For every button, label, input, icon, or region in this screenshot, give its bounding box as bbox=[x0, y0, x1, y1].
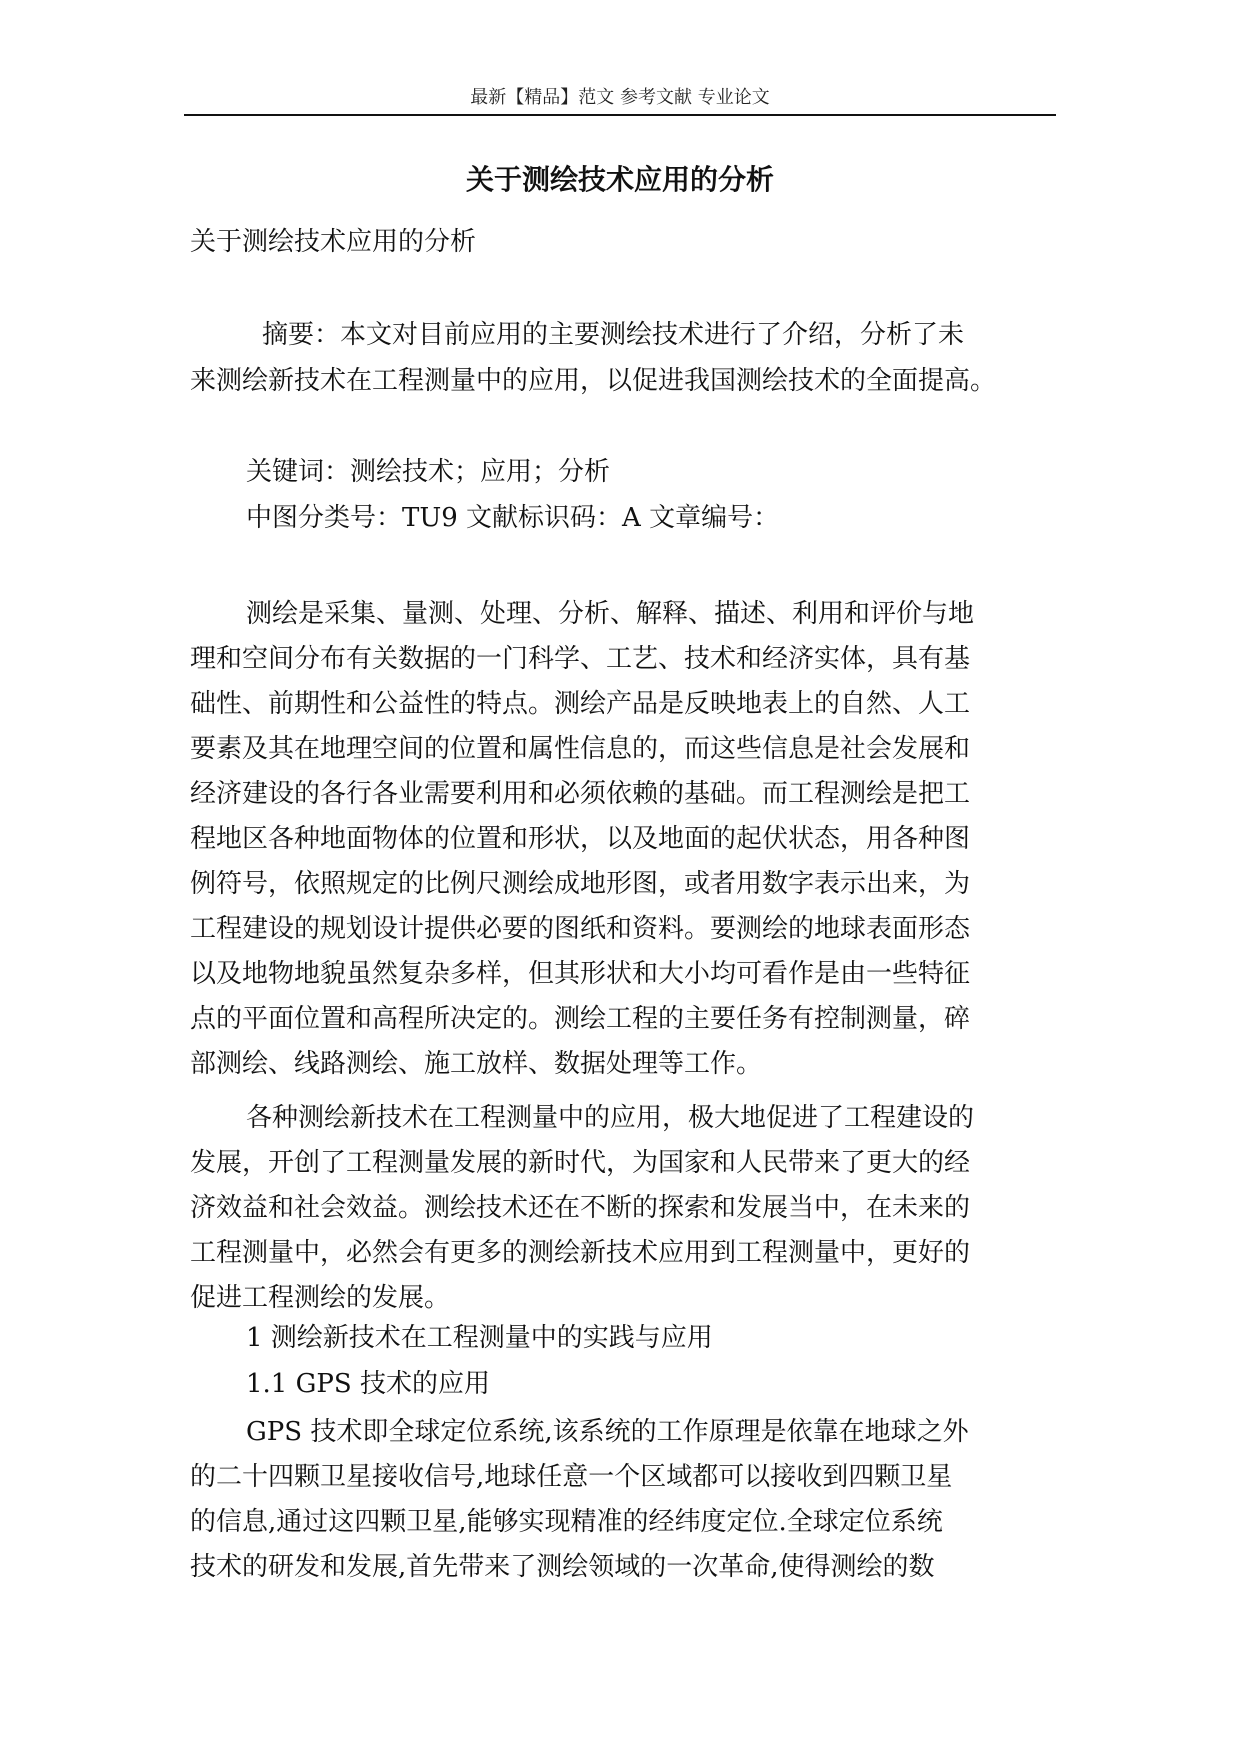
classification-info: 中图分类号：TU9 文献标识码：A 文章编号： bbox=[246, 503, 780, 533]
paragraph-line: 发展，开创了工程测量发展的新时代，为国家和人民带来了更大的经 bbox=[190, 1148, 971, 1178]
paragraph-line: 要素及其在地理空间的位置和属性信息的，而这些信息是社会发展和 bbox=[190, 734, 971, 764]
paragraph-line: 工程测量中，必然会有更多的测绘新技术应用到工程测量中，更好的 bbox=[190, 1238, 971, 1268]
paragraph-line: 程地区各种地面物体的位置和形状，以及地面的起伏状态，用各种图 bbox=[190, 824, 971, 854]
section-heading-1: 1 测绘新技术在工程测量中的实践与应用 bbox=[246, 1323, 713, 1353]
paragraph-line: 的信息,通过这四颗卫星,能够实现精准的经纬度定位.全球定位系统 bbox=[190, 1507, 943, 1537]
header-divider bbox=[184, 114, 1056, 116]
page-header: 最新【精品】范文 参考文献 专业论文 bbox=[470, 87, 770, 108]
paragraph-line: 以及地物地貌虽然复杂多样，但其形状和大小均可看作是由一些特征 bbox=[190, 959, 971, 989]
paragraph-significance bbox=[190, 1096, 1070, 1321]
document-title: 关于测绘技术应用的分析 bbox=[465, 163, 774, 196]
paragraph-line: 工程建设的规划设计提供必要的图纸和资料。要测绘的地球表面形态 bbox=[190, 914, 971, 944]
paragraph-line: GPS 技术即全球定位系统,该系统的工作原理是依靠在地球之外 bbox=[246, 1417, 969, 1447]
paragraph-gps bbox=[190, 1410, 1070, 1590]
paragraph-line: 济效益和社会效益。测绘技术还在不断的探索和发展当中，在未来的 bbox=[190, 1193, 971, 1223]
paragraph-line: 各种测绘新技术在工程测量中的应用，极大地促进了工程建设的 bbox=[246, 1103, 975, 1133]
section-heading-1-1: 1.1 GPS 技术的应用 bbox=[246, 1369, 490, 1399]
paragraph-line: 的二十四颗卫星接收信号,地球任意一个区域都可以接收到四颗卫星 bbox=[190, 1462, 953, 1492]
paragraph-line: 础性、前期性和公益性的特点。测绘产品是反映地表上的自然、人工 bbox=[190, 689, 971, 719]
paragraph-line: 测绘是采集、量测、处理、分析、解释、描述、利用和评价与地 bbox=[246, 599, 975, 629]
abstract-line-2: 来测绘新技术在工程测量中的应用，以促进我国测绘技术的全面提高。 bbox=[190, 366, 997, 396]
paragraph-line: 点的平面位置和高程所决定的。测绘工程的主要任务有控制测量，碎 bbox=[190, 1004, 971, 1034]
document-subtitle: 关于测绘技术应用的分析 bbox=[190, 227, 477, 257]
paragraph-line: 经济建设的各行各业需要利用和必须依赖的基础。而工程测绘是把工 bbox=[190, 779, 971, 809]
paragraph-line: 例符号，依照规定的比例尺测绘成地形图，或者用数字表示出来，为 bbox=[190, 869, 971, 899]
paragraph-line: 理和空间分布有关数据的一门科学、工艺、技术和经济实体，具有基 bbox=[190, 644, 971, 674]
paragraph-line: 技术的研发和发展,首先带来了测绘领域的一次革命,使得测绘的数 bbox=[190, 1552, 935, 1582]
paragraph-line: 部测绘、线路测绘、施工放样、数据处理等工作。 bbox=[190, 1049, 763, 1079]
paragraph-line: 促进工程测绘的发展。 bbox=[190, 1283, 451, 1313]
keywords: 关键词：测绘技术；应用；分析 bbox=[246, 457, 611, 487]
paragraph-intro bbox=[190, 592, 1070, 1087]
abstract-line-1: 摘要：本文对目前应用的主要测绘技术进行了介绍，分析了未 bbox=[262, 320, 965, 350]
